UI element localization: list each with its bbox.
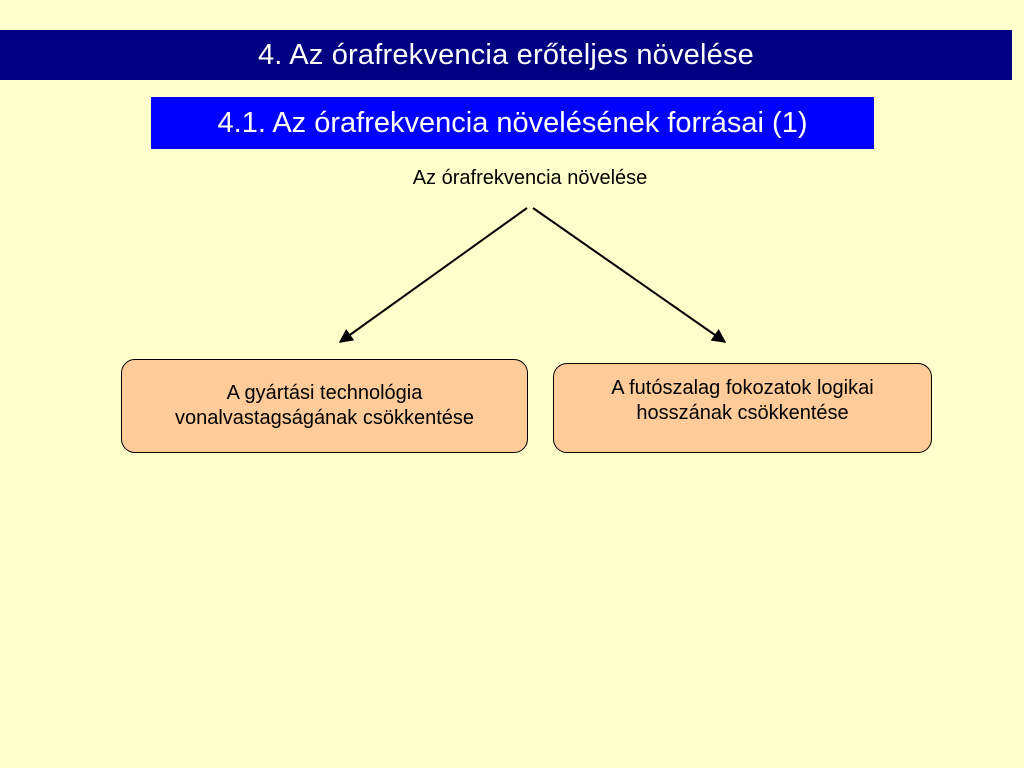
- arrow-right: [533, 208, 725, 342]
- diagram-root-label: Az órafrekvencia növelése: [412, 167, 648, 189]
- title-bar: [0, 30, 1012, 80]
- arrow-left: [340, 208, 527, 342]
- diagram-node-process-technology: [121, 359, 528, 453]
- node-text-line: A gyártási technológia: [226, 382, 423, 404]
- node-text-line: A futószalag fokozatok logikai: [611, 377, 874, 399]
- subtitle-box: [151, 97, 874, 149]
- node-text-line: vonalvastagságának csökkentése: [174, 407, 475, 429]
- node-text-line: hosszának csökkentése: [636, 402, 849, 424]
- slide-subtitle: 4.1. Az órafrekvencia növelésének forrásai (1): [217, 106, 808, 139]
- diagram-node-pipeline-stages: [553, 363, 932, 453]
- slide-title: 4. Az órafrekvencia erőteljes növelése: [257, 38, 755, 71]
